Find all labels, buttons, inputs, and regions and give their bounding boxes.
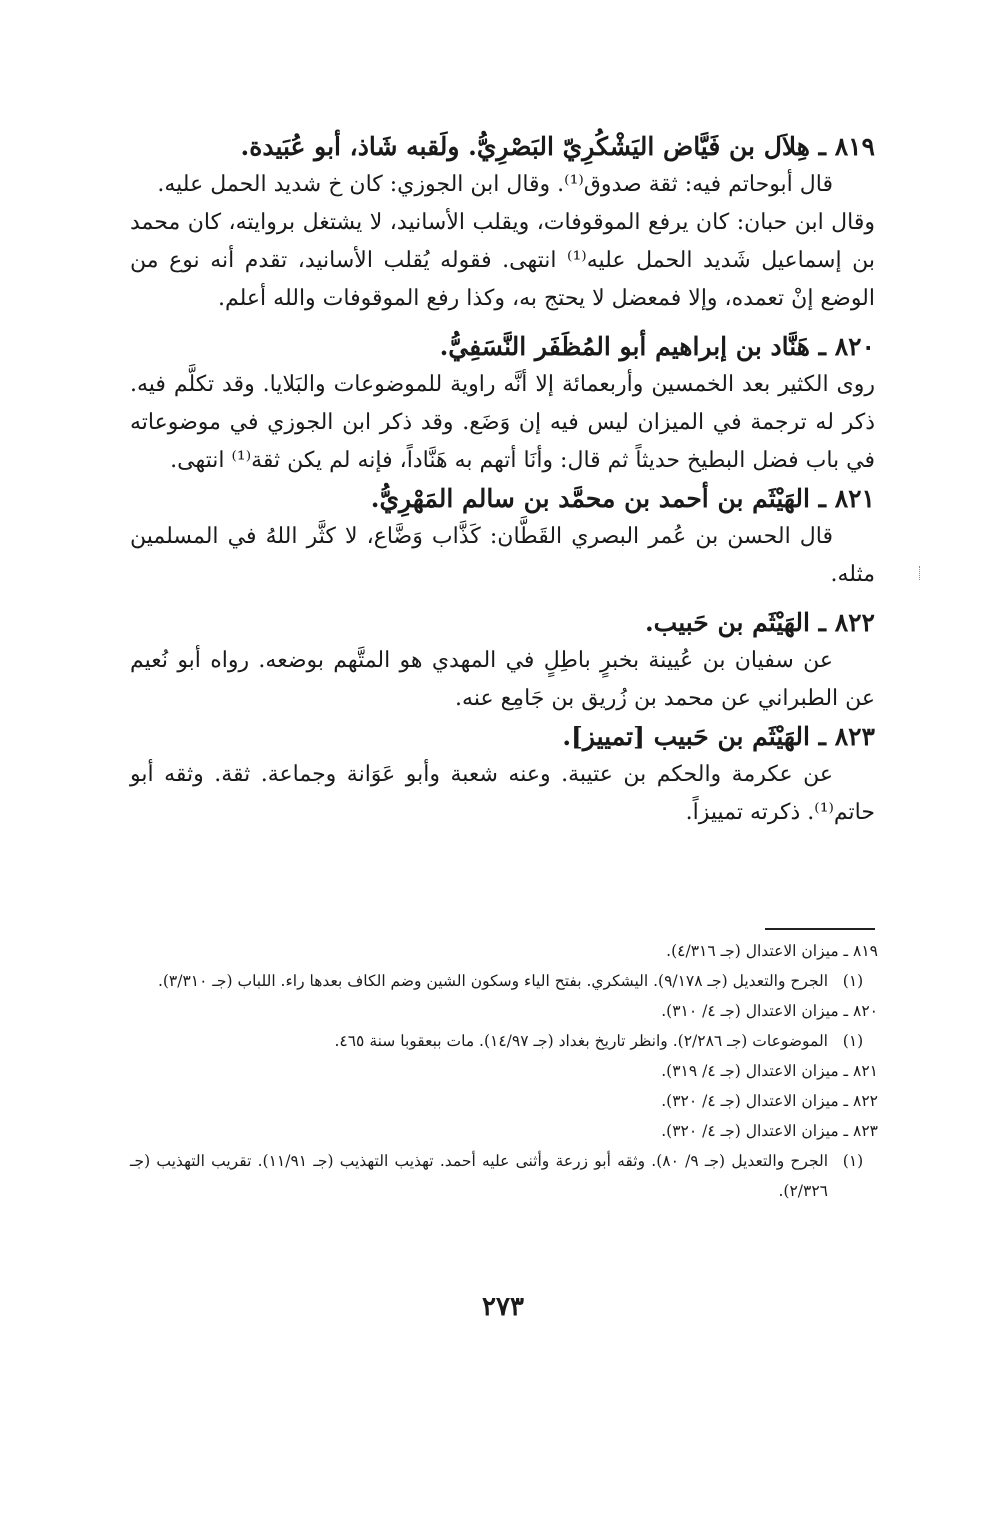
footnote-reference: ٨١٩ ـ ميزان الاعتدال (جـ ٤/٣١٦). (666, 942, 878, 960)
footnote-separator (765, 928, 875, 930)
entry-paragraph: عن عكرمة والحكم بن عتيبة. وعنه شعبة وأبو عَوَانة وجماعة. ثقة. وثقه أبو حاتم⁽¹⁾. ذكرته تمييزاً. (130, 762, 875, 825)
entry-paragraph: روى الكثير بعد الخمسين وأربعمائة إلا أنَّه راوية للموضوعات والبَلايا. وقد تكلَّم فيه. ذكر له ترجمة في الميزان ليس فيه إن وَضَع. وقد ذكر ابن الجوزي في موضوعاته في باب فضل البطيخ حديثاً ثم قال: وأنَا أتهم به هَنَّاداً، فإنه لم يكن ثقة⁽¹⁾ انتهى. (130, 372, 875, 473)
footnote-reference: ٨٢٢ ـ ميزان الاعتدال (جـ ٤/ ٣٢٠). (661, 1092, 878, 1110)
footnote-text: الموضوعات (جـ ٢/٢٨٦). وانظر تاريخ بغداد (جـ ١٤/٩٧). مات ببعقوبا سنة ٤٦٥. (334, 1032, 828, 1050)
entry-821 (130, 480, 875, 594)
footnote-number: (١) (842, 1032, 864, 1050)
footnote-text: الجرح والتعديل (جـ ٩/١٧٨). اليشكري. بفتح الياء وسكون الشين وضم الكاف بعدها راء. اللباب (جـ ٣/٣١٠). (157, 972, 828, 990)
page-number: ٢٧٣ (482, 1292, 524, 1322)
entry-title: ٨٢١ ـ الهَيْثَم بن أحمد بن محمَّد بن سالم المَهْرِيُّ. (370, 484, 875, 513)
entry-title: ٨١٩ ـ هِلاَل بن فَيَّاض اليَشْكُرِيّ البَصْرِيُّ. ولَقبه شَاذ، أبو عُبَيدة. (240, 132, 875, 161)
footnote-reference: ٨٢٠ ـ ميزان الاعتدال (جـ ٤/ ٣١٠). (661, 1002, 878, 1020)
footnote (130, 966, 878, 996)
main-text (130, 128, 875, 832)
footnote (130, 1146, 878, 1206)
entry-paragraph: قال أبوحاتم فيه: ثقة صدوق⁽¹⁾. وقال ابن الجوزي: كان خ شديد الحمل عليه. (157, 172, 833, 197)
footnote-reference: ٨٢٣ ـ ميزان الاعتدال (جـ ٤/ ٣٢٠). (661, 1122, 878, 1140)
scan-edge-mark (919, 566, 923, 580)
entry-822 (130, 604, 875, 718)
entry-823 (130, 718, 875, 832)
footnote-number: (١) (842, 972, 864, 990)
entry-820 (130, 328, 875, 480)
entry-paragraph: عن سفيان بن عُيينة بخبرٍ باطِلٍ في المهدي هو المتَّهم بوضعه. رواه أبو نُعيم عن الطبراني عن محمد بن زُريق بن جَامِع عنه. (130, 648, 875, 711)
footnote (130, 1026, 878, 1056)
entry-819 (130, 128, 875, 318)
footnote-number: (١) (842, 1152, 864, 1170)
footnote-reference: ٨٢١ ـ ميزان الاعتدال (جـ ٤/ ٣١٩). (661, 1062, 878, 1080)
footnotes (130, 936, 878, 1206)
entry-paragraph: قال الحسن بن عُمر البصري القَطَّان: كَذَّاب وَضَّاع، لا كثَّر اللهُ في المسلمين مثله. (130, 524, 875, 587)
entry-title: ٨٢٣ ـ الهَيْثَم بن حَبيب [تمييز]. (562, 722, 875, 751)
entry-title: ٨٢٢ ـ الهَيْثَم بن حَبيب. (644, 608, 875, 637)
entry-title: ٨٢٠ ـ هَنَّاد بن إبراهيم أبو المُظَفَر النَّسَفِيُّ. (439, 332, 875, 361)
entry-paragraph: وقال ابن حبان: كان يرفع الموقوفات، ويقلب الأسانيد، لا يشتغل بروايته، كان محمد بن إسماعيل شَديد الحمل عليه⁽¹⁾ انتهى. فقوله يُقلب الأسانيد، تقدم أنه نوع من الوضع إنْ تعمده، وإلا فمعضل لا يحتج به، وكذا رفع الموقوفات والله أعلم. (130, 210, 875, 311)
footnote-text: الجرح والتعديل (جـ ٩/ ٨٠). وثقه أبو زرعة وأثنى عليه أحمد. تهذيب التهذيب (جـ ١١/٩١). تقريب التهذيب (جـ ٢/٣٢٦). (130, 1152, 828, 1200)
